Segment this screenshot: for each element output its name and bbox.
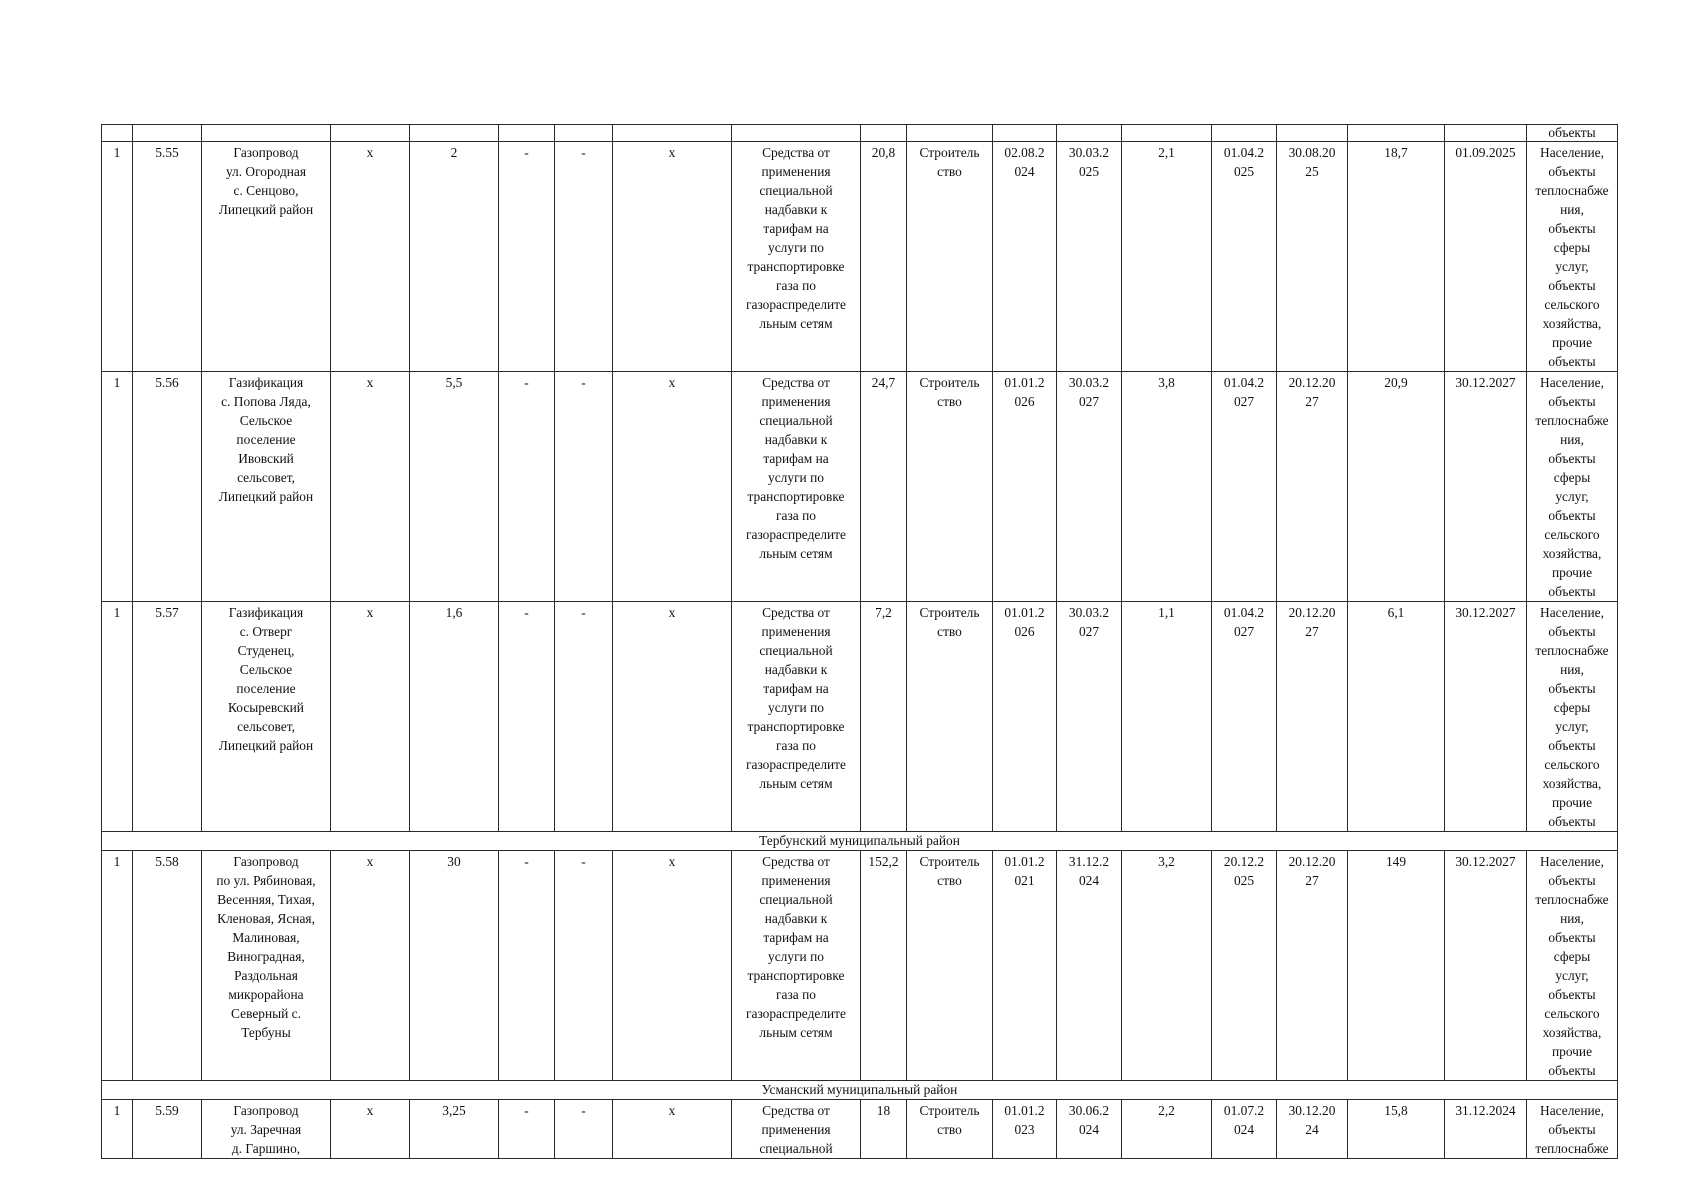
- cell-text: 5.58: [155, 854, 179, 869]
- build-cost-cell: [1348, 1100, 1445, 1159]
- cell-text: 30.12.2027: [1455, 375, 1516, 390]
- cell-text: Население, объекты теплоснабже ния, объекты сферы услуг, объекты сельского хозяйства, прочие объекты: [1535, 605, 1609, 829]
- cell-text: 3,25: [442, 1103, 466, 1118]
- cell-text: Население, объекты теплоснабже ния, объекты сферы услуг, объекты сельского хозяйства, прочие объекты: [1535, 854, 1609, 1078]
- cell-text: 5,5: [445, 375, 463, 390]
- design-cost-cell: [1122, 142, 1212, 372]
- cell-text: x: [366, 605, 374, 620]
- cell-text: x: [668, 375, 676, 390]
- build-end-cell: [1277, 602, 1348, 832]
- table-row: [102, 602, 1618, 832]
- cost-cell: [861, 851, 907, 1081]
- code-cell: [133, 851, 202, 1081]
- cell-text: 01.01.2 021: [1004, 854, 1045, 888]
- cell-text: x: [366, 854, 374, 869]
- cell-dash-1: [499, 1100, 555, 1159]
- cell-text: 2,1: [1158, 145, 1175, 160]
- cell-text: 7,2: [875, 605, 892, 620]
- cell-text: Население, объекты теплоснабже ния, объекты сферы услуг, объекты сельского хозяйства, прочие объекты: [1535, 145, 1609, 369]
- design-cost-cell: [1122, 602, 1212, 832]
- cell-text: 30: [447, 854, 461, 869]
- cell-text: 30.03.2 025: [1068, 145, 1110, 179]
- cell-text: Строитель ство: [919, 605, 980, 639]
- work-type-cell: [907, 851, 993, 1081]
- consumers-cell: [1527, 602, 1618, 832]
- commissioning-date-cell: [1445, 142, 1527, 372]
- cell-text: -: [581, 375, 586, 390]
- cell-x-2: [613, 851, 732, 1081]
- consumers-cell: объекты: [1527, 125, 1618, 142]
- object-name-cell: [202, 142, 331, 372]
- cell-text: 20,9: [1384, 375, 1408, 390]
- cell-text: Население, объекты теплоснабже ния, объекты сферы услуг, объекты сельского хозяйства, прочие объекты: [1535, 375, 1609, 599]
- cell-text: Строитель ство: [919, 145, 980, 179]
- cell-text: Газопровод ул. Заречная д. Гаршино,: [230, 1103, 302, 1156]
- cell-text: -: [581, 1103, 586, 1118]
- cell-text: Средства от применения специальной надбавки к тарифам на услуги по транспортировке газа по газораспределите льным сетям: [746, 145, 846, 331]
- build-cost-cell: [1348, 851, 1445, 1081]
- row-number-cell: [102, 602, 133, 832]
- design-start-cell: [993, 1100, 1057, 1159]
- cell-text: 31.12.2 024: [1068, 854, 1110, 888]
- cell-dash-2: [555, 372, 613, 602]
- cell-text: -: [524, 145, 529, 160]
- cell-text: 5.59: [155, 1103, 179, 1118]
- cell-text: 15,8: [1384, 1103, 1408, 1118]
- cell-dash-1: [499, 851, 555, 1081]
- cell-text: 152,2: [868, 854, 899, 869]
- work-type-cell: [907, 1100, 993, 1159]
- cell-x-1: [331, 1100, 410, 1159]
- cell-text: Строитель ство: [919, 375, 980, 409]
- cell-text: 1: [113, 854, 121, 869]
- cell-x-2: [613, 372, 732, 602]
- design-start-cell: [993, 602, 1057, 832]
- table-row: [102, 372, 1618, 602]
- work-type-cell: [907, 602, 993, 832]
- section-title: Тербунский муниципальный район: [102, 832, 1618, 851]
- cell-text: x: [366, 1103, 374, 1118]
- cell-dash-2: [555, 851, 613, 1081]
- cell-text: 2,2: [1158, 1103, 1175, 1118]
- cell-text: 6,1: [1387, 605, 1405, 620]
- code-cell: [133, 1100, 202, 1159]
- table-cell: [907, 125, 993, 142]
- cost-cell: [861, 1100, 907, 1159]
- cell-dash-1: [499, 142, 555, 372]
- cell-text: 31.12.2024: [1455, 1103, 1516, 1118]
- cell-text: 30.03.2 027: [1068, 375, 1110, 409]
- cell-text: 01.04.2 027: [1223, 375, 1265, 409]
- cell-text: 01.01.2 026: [1004, 375, 1045, 409]
- code-cell: [133, 372, 202, 602]
- funding-source-cell: [732, 602, 861, 832]
- design-start-cell: [993, 851, 1057, 1081]
- cell-text: 01.01.2 023: [1004, 1103, 1045, 1137]
- cell-text: 1: [113, 375, 121, 390]
- cell-text: Население, объекты теплоснабже: [1535, 1103, 1609, 1156]
- cell-x-1: [331, 142, 410, 372]
- length-cell: [410, 602, 499, 832]
- object-name-cell: [202, 372, 331, 602]
- table-cell: [1445, 125, 1527, 142]
- cell-text: -: [581, 145, 586, 160]
- cell-text: x: [668, 854, 676, 869]
- cell-text: 20.12.20 27: [1288, 854, 1336, 888]
- cell-text: x: [668, 1103, 676, 1118]
- build-start-cell: [1212, 1100, 1277, 1159]
- cell-text: 30.03.2 027: [1068, 605, 1110, 639]
- commissioning-date-cell: [1445, 851, 1527, 1081]
- cell-text: 20,8: [871, 145, 896, 160]
- cell-text: 01.07.2 024: [1223, 1103, 1265, 1137]
- continued-header-row: [102, 125, 1618, 142]
- cell-text: -: [581, 854, 586, 869]
- consumers-cell: [1527, 142, 1618, 372]
- table-body: [102, 125, 1618, 1159]
- table-cell: [1122, 125, 1212, 142]
- length-cell: [410, 372, 499, 602]
- table-cell: [410, 125, 499, 142]
- length-cell: [410, 1100, 499, 1159]
- build-start-cell: [1212, 851, 1277, 1081]
- table-cell: [499, 125, 555, 142]
- table-cell: [1277, 125, 1348, 142]
- cell-text: 5.57: [155, 605, 179, 620]
- cost-cell: [861, 142, 907, 372]
- cell-text: Строитель ство: [919, 854, 980, 888]
- design-cost-cell: [1122, 1100, 1212, 1159]
- commissioning-date-cell: [1445, 1100, 1527, 1159]
- cell-text: -: [524, 854, 529, 869]
- cell-text: x: [668, 145, 676, 160]
- cell-x-2: [613, 1100, 732, 1159]
- cell-text: 01.09.2025: [1455, 145, 1516, 160]
- row-number-cell: [102, 851, 133, 1081]
- table-cell: [1057, 125, 1122, 142]
- build-cost-cell: [1348, 602, 1445, 832]
- cost-cell: [861, 372, 907, 602]
- cell-text: 1: [113, 1103, 121, 1118]
- cell-text: 5.56: [155, 375, 179, 390]
- build-cost-cell: [1348, 372, 1445, 602]
- consumers-cell: [1527, 372, 1618, 602]
- funding-source-cell: [732, 851, 861, 1081]
- table-cell: [102, 125, 133, 142]
- cell-text: 1,1: [1158, 605, 1175, 620]
- cell-text: -: [524, 375, 529, 390]
- cell-text: Средства от применения специальной надбавки к тарифам на услуги по транспортировке газа по газораспределите льным сетям: [746, 854, 846, 1040]
- design-cost-cell: [1122, 372, 1212, 602]
- design-end-cell: [1057, 142, 1122, 372]
- work-type-cell: [907, 142, 993, 372]
- object-name-cell: [202, 851, 331, 1081]
- cell-text: 20.12.20 27: [1288, 375, 1336, 409]
- build-start-cell: [1212, 602, 1277, 832]
- build-end-cell: [1277, 142, 1348, 372]
- cell-x-1: [331, 602, 410, 832]
- code-cell: [133, 142, 202, 372]
- section-title: Усманский муниципальный район: [102, 1081, 1618, 1100]
- cell-dash-1: [499, 372, 555, 602]
- cell-text: Газопровод по ул. Рябиновая, Весенняя, Тихая, Кленовая, Ясная, Малиновая, Виноградная, Раздольная микрорайона Северный с. Тербуны: [216, 854, 316, 1040]
- cell-text: 24,7: [871, 375, 896, 390]
- cell-text: 20.12.2 025: [1223, 854, 1265, 888]
- cell-x-1: [331, 372, 410, 602]
- design-cost-cell: [1122, 851, 1212, 1081]
- cell-dash-1: [499, 602, 555, 832]
- cell-text: Газификация с. Отверг Студенец, Сельское поселение Косыревский сельсовет, Липецкий район: [218, 605, 314, 753]
- cell-text: Газификация с. Попова Ляда, Сельское поселение Ивовский сельсовет, Липецкий район: [218, 375, 314, 504]
- table-row: [102, 142, 1618, 372]
- cell-text: 18,7: [1384, 145, 1408, 160]
- cell-text: 2: [450, 145, 458, 160]
- section-header-row: [102, 832, 1618, 851]
- cell-text: 01.01.2 026: [1004, 605, 1045, 639]
- cell-text: 149: [1385, 854, 1407, 869]
- cell-text: 18: [876, 1103, 891, 1118]
- cell-x-2: [613, 602, 732, 832]
- build-cost-cell: [1348, 142, 1445, 372]
- table-cell: [133, 125, 202, 142]
- section-header-row: [102, 1081, 1618, 1100]
- cell-text: x: [366, 145, 374, 160]
- build-end-cell: [1277, 372, 1348, 602]
- cost-cell: [861, 602, 907, 832]
- cell-text: 30.12.20 24: [1288, 1103, 1336, 1137]
- cell-dash-2: [555, 1100, 613, 1159]
- cell-text: Средства от применения специальной надбавки к тарифам на услуги по транспортировке газа по газораспределите льным сетям: [746, 605, 846, 791]
- cell-text: Средства от применения специальной: [759, 1103, 833, 1156]
- work-type-cell: [907, 372, 993, 602]
- build-start-cell: [1212, 142, 1277, 372]
- cell-text: 20.12.20 27: [1288, 605, 1336, 639]
- cell-text: -: [524, 1103, 529, 1118]
- row-number-cell: [102, 372, 133, 602]
- cell-text: Газопровод ул. Огородная с. Сенцово, Липецкий район: [218, 145, 314, 217]
- cell-text: -: [524, 605, 529, 620]
- build-end-cell: [1277, 1100, 1348, 1159]
- cell-x-1: [331, 851, 410, 1081]
- table-cell: [1212, 125, 1277, 142]
- design-end-cell: [1057, 1100, 1122, 1159]
- cell-text: 02.08.2 024: [1004, 145, 1045, 179]
- table-cell: [1348, 125, 1445, 142]
- row-number-cell: [102, 142, 133, 372]
- cell-x-2: [613, 142, 732, 372]
- cell-text: 3,8: [1158, 375, 1175, 390]
- cell-text: x: [668, 605, 676, 620]
- code-cell: [133, 602, 202, 832]
- table-cell: [202, 125, 331, 142]
- table-cell: [331, 125, 410, 142]
- investment-program-table: [101, 124, 1618, 1159]
- cell-text: 1: [113, 605, 121, 620]
- table-cell: [993, 125, 1057, 142]
- table-cell: [613, 125, 732, 142]
- commissioning-date-cell: [1445, 372, 1527, 602]
- design-end-cell: [1057, 851, 1122, 1081]
- consumers-cell: [1527, 1100, 1618, 1159]
- table-cell: [555, 125, 613, 142]
- design-end-cell: [1057, 372, 1122, 602]
- design-start-cell: [993, 142, 1057, 372]
- cell-text: 30.12.2027: [1455, 605, 1516, 620]
- cell-text: 30.12.2027: [1455, 854, 1516, 869]
- table-cell: [861, 125, 907, 142]
- table-cell: [732, 125, 861, 142]
- funding-source-cell: [732, 1100, 861, 1159]
- cell-text: 1,6: [445, 605, 463, 620]
- cell-text: 30.08.20 25: [1288, 145, 1336, 179]
- cell-text: 01.04.2 025: [1223, 145, 1265, 179]
- object-name-cell: [202, 1100, 331, 1159]
- cell-text: 1: [113, 145, 121, 160]
- cell-dash-2: [555, 142, 613, 372]
- cell-text: 5.55: [155, 145, 179, 160]
- length-cell: [410, 851, 499, 1081]
- build-start-cell: [1212, 372, 1277, 602]
- table-row: [102, 1100, 1618, 1159]
- object-name-cell: [202, 602, 331, 832]
- build-end-cell: [1277, 851, 1348, 1081]
- table-row: [102, 851, 1618, 1081]
- design-start-cell: [993, 372, 1057, 602]
- cell-text: 01.04.2 027: [1223, 605, 1265, 639]
- cell-text: Строитель ство: [919, 1103, 980, 1137]
- consumers-cell: [1527, 851, 1618, 1081]
- funding-source-cell: [732, 372, 861, 602]
- commissioning-date-cell: [1445, 602, 1527, 832]
- length-cell: [410, 142, 499, 372]
- row-number-cell: [102, 1100, 133, 1159]
- cell-text: 30.06.2 024: [1068, 1103, 1110, 1137]
- funding-source-cell: [732, 142, 861, 372]
- cell-text: -: [581, 605, 586, 620]
- design-end-cell: [1057, 602, 1122, 832]
- cell-text: Средства от применения специальной надбавки к тарифам на услуги по транспортировке газа по газораспределите льным сетям: [746, 375, 846, 561]
- cell-text: x: [366, 375, 374, 390]
- cell-dash-2: [555, 602, 613, 832]
- cell-text: 3,2: [1158, 854, 1175, 869]
